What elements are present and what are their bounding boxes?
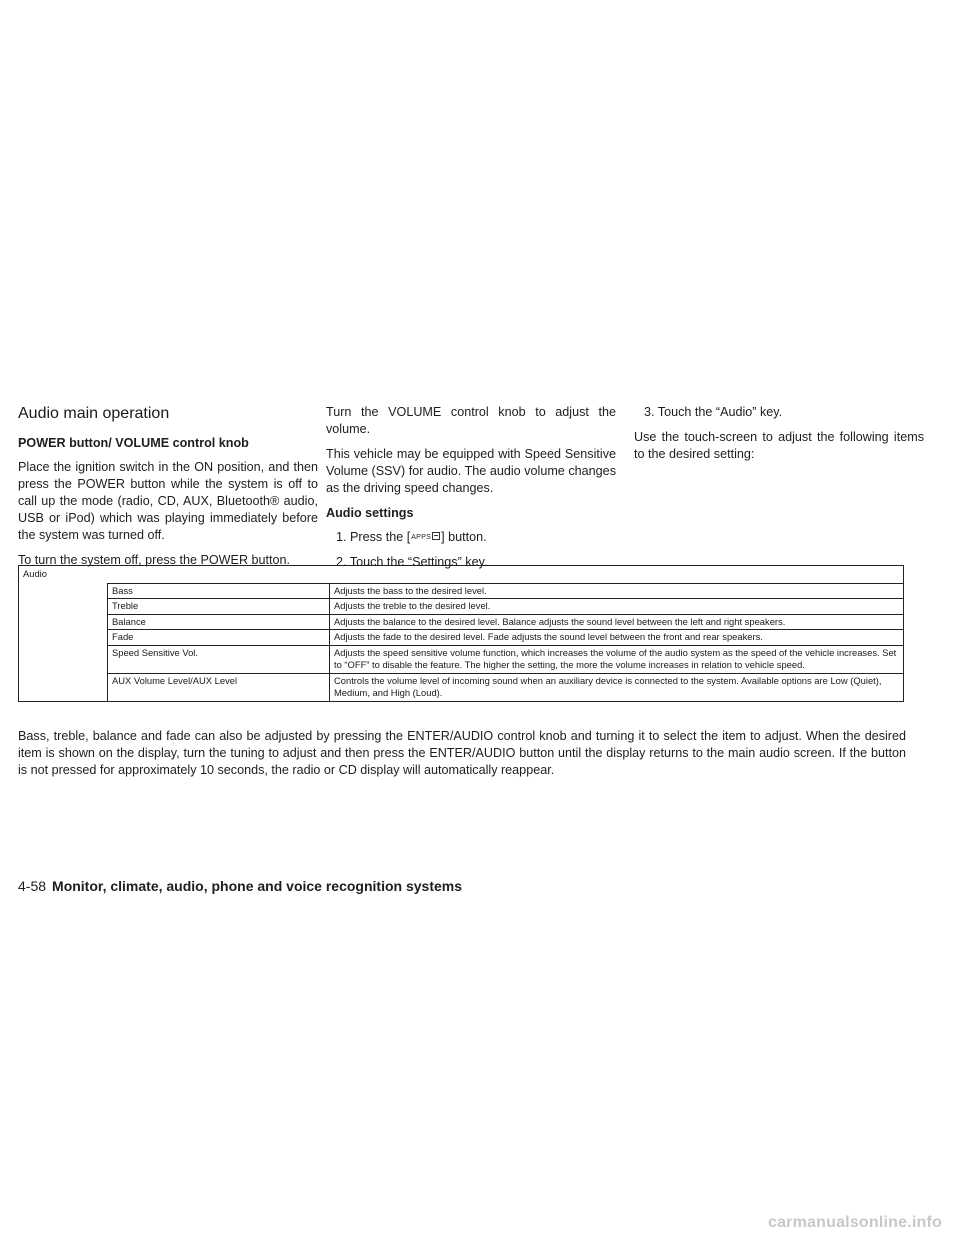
power-paragraph-2: To turn the system off, press the POWER button. (18, 553, 291, 567)
table-row (19, 630, 904, 646)
volume-paragraph-1: Turn the VOLUME control knob to adjust the volume. (326, 405, 616, 436)
steps-list-continued (634, 404, 924, 421)
column-middle (326, 404, 616, 579)
table-cell-desc: Adjusts the balance to the desired level. Balance adjusts the sound level between the left and right speakers. (330, 614, 904, 630)
watermark[interactable]: carmanualsonline.info (767, 1214, 942, 1231)
step-1 (336, 529, 616, 546)
step-3: 3. Touch the “Audio” key. (644, 405, 783, 419)
apps-box-icon (432, 532, 440, 540)
table-group-label: Audio (23, 568, 47, 579)
table-cell-name: Fade (108, 630, 330, 646)
column-right (634, 404, 924, 471)
power-heading: POWER button/ VOLUME control knob (18, 436, 249, 450)
column-left (18, 404, 318, 577)
table-cell-desc: Adjusts the fade to the desired level. Fade adjusts the sound level between the front and rear speakers. (330, 630, 904, 646)
audio-settings-heading: Audio settings (326, 506, 414, 520)
table-row (19, 645, 904, 673)
audio-settings-table (18, 565, 904, 702)
step-2: 2. Touch the “Settings” key. (336, 555, 488, 569)
table-row (19, 599, 904, 615)
table-cell-name: AUX Volume Level/AUX Level (108, 673, 330, 701)
table-cell-name: Treble (108, 599, 330, 615)
section-title: Audio main operation (18, 405, 170, 422)
table-group-row (19, 566, 904, 584)
table-row (19, 614, 904, 630)
power-paragraph-1: Place the ignition switch in the ON position, and then press the POWER button while the system is off to call up the mode (radio, CD, AUX, Bluetooth® audio, USB or iPod) which was playing immediately before the system was turned off. (18, 460, 318, 542)
table-cell-desc: Adjusts the bass to the desired level. (330, 583, 904, 599)
touch-screen-paragraph: Use the touch-screen to adjust the following items to the desired setting: (634, 430, 924, 461)
apps-button-icon (410, 532, 441, 542)
table-cell-name: Speed Sensitive Vol. (108, 645, 330, 673)
page-number: 4-58 (18, 878, 47, 894)
after-table-paragraph: Bass, treble, balance and fade can also be adjusted by pressing the ENTER/AUDIO control knob and turning it to select the item to adjust. When the desired item is shown on the display, turn the tuning to adjust and then press the ENTER/AUDIO button until the display returns to the main audio screen. If the button is not pressed for approximately 10 seconds, the radio or CD display will automatically reappear. (18, 729, 906, 777)
table-row (19, 583, 904, 599)
apps-icon-label: APPS (411, 534, 432, 541)
table-cell-desc: Controls the volume level of incoming sound when an auxiliary device is connected to the system. Available options are Low (Quiet), Medium, and High (Loud). (330, 673, 904, 701)
table-cell-name: Bass (108, 583, 330, 599)
table-indent (19, 583, 108, 701)
volume-paragraph-2: This vehicle may be equipped with Speed Sensitive Volume (SSV) for audio. The audio volume changes as the driving speed changes. (326, 447, 616, 495)
table-row (19, 673, 904, 701)
step-1-suffix: ] button. (441, 530, 487, 544)
table-cell-desc: Adjusts the treble to the desired level. (330, 599, 904, 615)
step-1-prefix: 1. Press the [ (336, 530, 411, 544)
table-cell-desc: Adjusts the speed sensitive volume function, which increases the volume of the audio system as the speed of the vehicle increases. Set to “OFF” to disable the feature. The higher the setting, the more the volume increases in relation to vehicle speed. (330, 645, 904, 673)
chapter-title: Monitor, climate, audio, phone and voice recognition systems (52, 878, 462, 894)
page-footer (18, 877, 462, 895)
table-cell-name: Balance (108, 614, 330, 630)
